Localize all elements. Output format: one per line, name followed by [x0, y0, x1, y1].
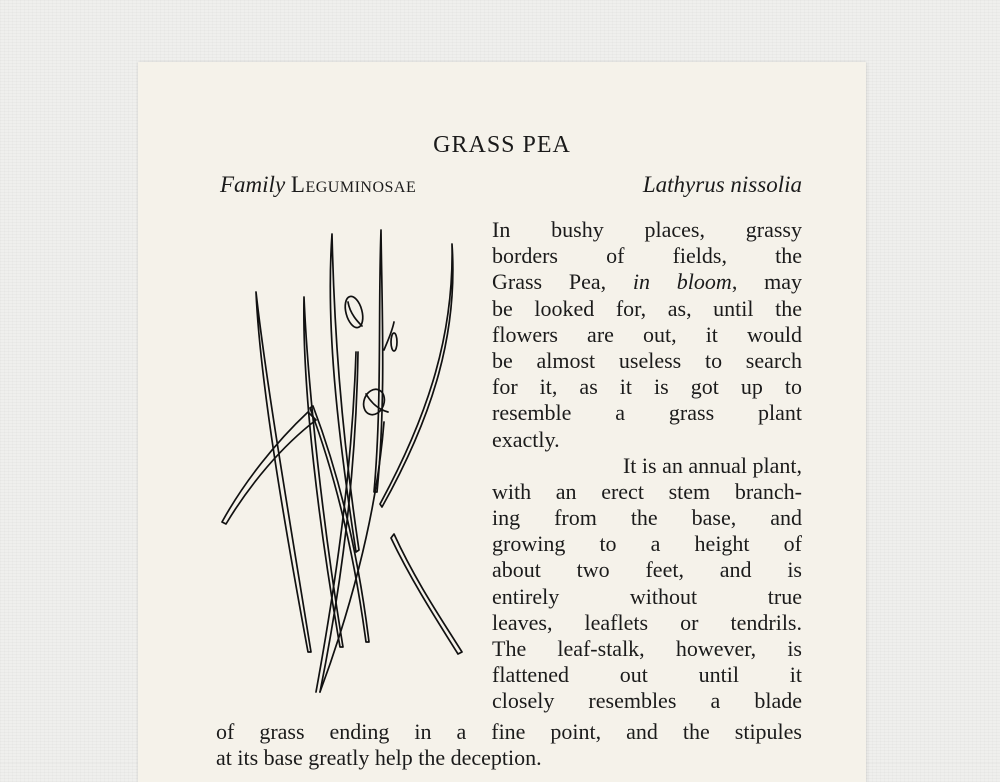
- text-line: be looked for, as, until the: [492, 295, 802, 321]
- scientific-name: Lathyrus nissolia: [642, 172, 802, 197]
- body-text-column: [492, 217, 802, 715]
- book-page: [138, 62, 866, 782]
- text-line: ing from the base, and: [492, 505, 802, 531]
- flower-bloom: [360, 386, 388, 417]
- leaf-blade: [256, 292, 311, 652]
- text-line: entirely without true: [492, 583, 802, 609]
- plant-illustration: [216, 222, 466, 702]
- leaf-blade: [310, 406, 369, 642]
- text-line: It is an annual plant,: [622, 452, 802, 478]
- leaf-blade: [222, 412, 316, 524]
- text-line: be almost useless to search: [492, 347, 802, 373]
- text-line: for it, as it is got up to: [492, 374, 802, 400]
- text-line: exactly.: [492, 426, 560, 452]
- family-name: [220, 172, 416, 198]
- text-line: Grass Pea, in bloom, may: [492, 269, 802, 295]
- text-line: about two feet, and is: [492, 557, 802, 583]
- body-text-full: [216, 719, 802, 771]
- text-line: In bushy places, grassy: [492, 217, 802, 242]
- family-name-value: Leguminosae: [290, 172, 417, 197]
- text-line: of grass ending in a fine point, and the stipules: [216, 719, 802, 744]
- text-line: growing to a height of: [492, 531, 802, 557]
- text-line: The leaf-stalk, however, is: [492, 636, 802, 661]
- text-line: at its base greatly help the deception.: [216, 745, 542, 771]
- page-title: GRASS PEA: [433, 132, 571, 158]
- leaf-blade: [380, 244, 453, 507]
- text-line: resemble a grass plant: [492, 400, 802, 426]
- text-line: flattened out until it: [492, 662, 802, 688]
- text-line: with an erect stem branch-: [492, 478, 802, 504]
- small-bud: [391, 333, 397, 351]
- text-line: closely resembles a blade: [492, 688, 802, 714]
- text-line: leaves, leaflets or tendrils.: [492, 609, 802, 635]
- text-line: flowers are out, it would: [492, 321, 802, 347]
- family-prefix: Family: [220, 172, 291, 197]
- leaf-blade: [391, 534, 462, 654]
- flower-bud: [342, 294, 366, 329]
- text-line: borders of fields, the: [492, 243, 802, 269]
